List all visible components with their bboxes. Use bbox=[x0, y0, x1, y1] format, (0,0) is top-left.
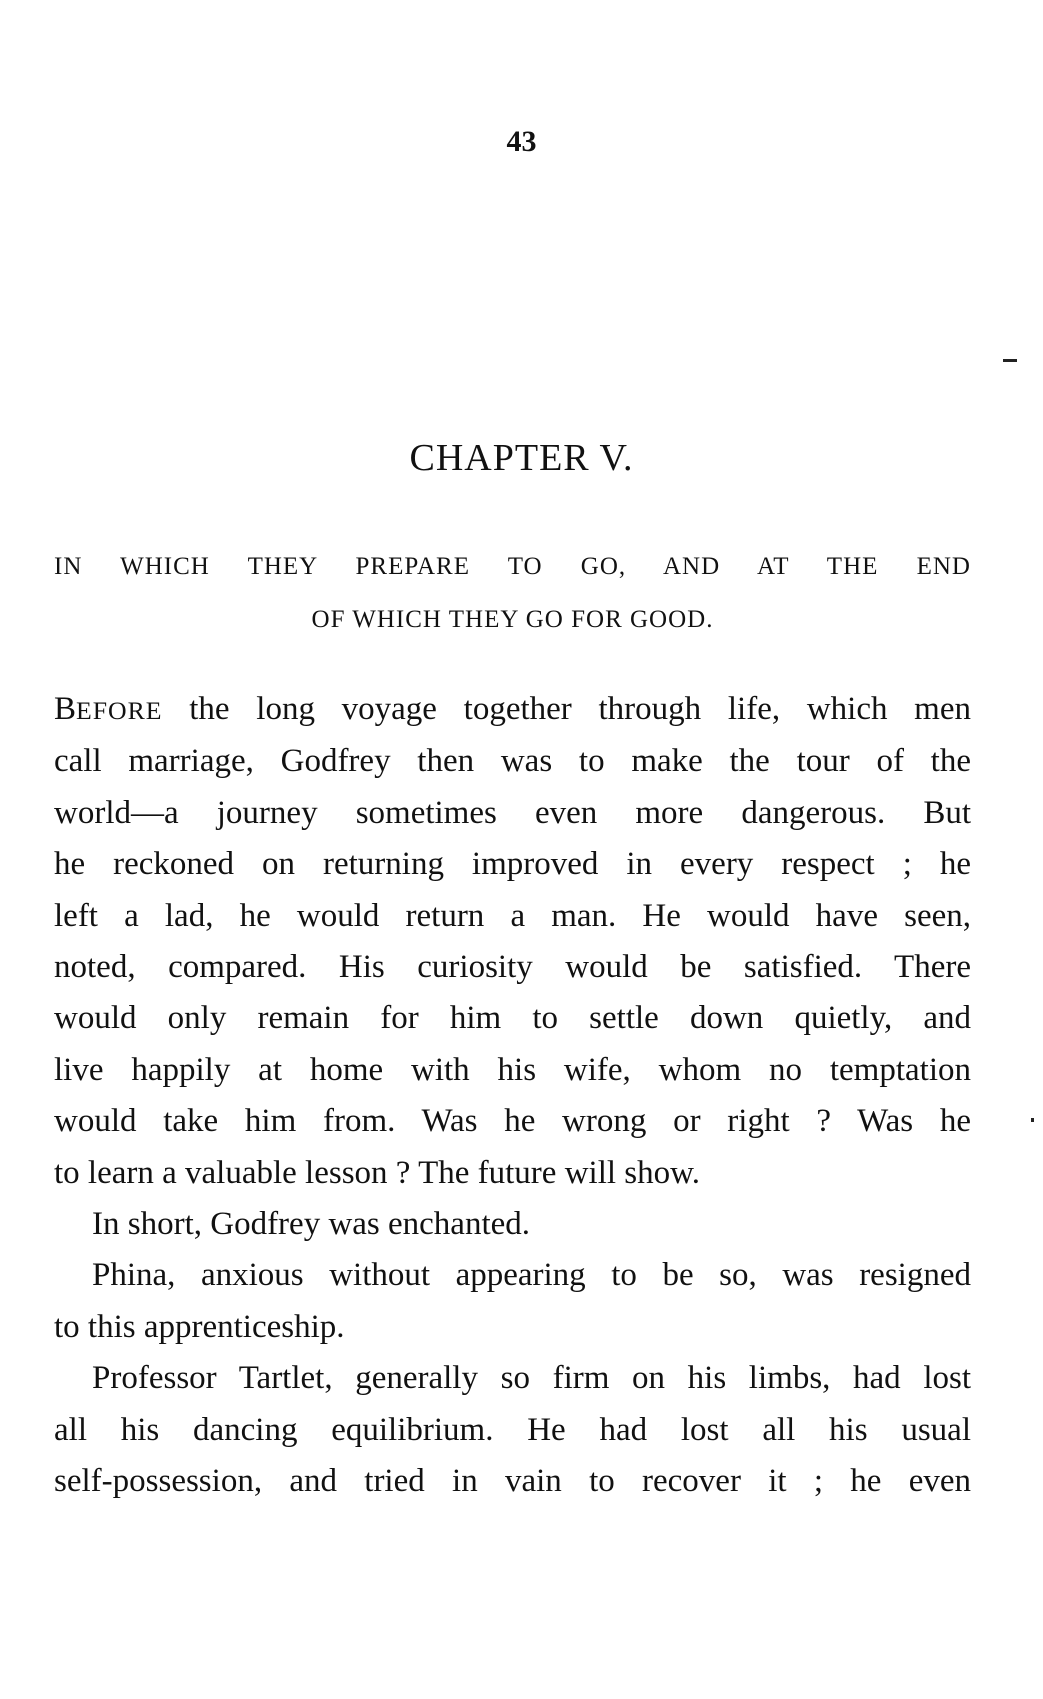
text-line: self-possession, and tried in vain to recover it ; he even bbox=[54, 1463, 971, 1500]
text-line: Phina, anxious without appearing to be so, was resigned bbox=[92, 1257, 971, 1294]
text-line: would take him from. Was he wrong or right ? Was he bbox=[54, 1103, 971, 1140]
text-line: live happily at home with his wife, whom no temptation bbox=[54, 1051, 971, 1088]
chapter-subtitle-line-2: OF WHICH THEY GO FOR GOOD. bbox=[311, 606, 714, 633]
text-line: to this apprenticeship. bbox=[54, 1308, 345, 1345]
margin-mark bbox=[1003, 359, 1017, 362]
text-line: left a lad, he would return a man. He would have seen, bbox=[54, 897, 971, 934]
text-line: In short, Godfrey was enchanted. bbox=[92, 1206, 531, 1243]
body-text bbox=[54, 684, 971, 1508]
text-line: would only remain for him to settle down quietly, and bbox=[54, 1000, 971, 1037]
text-line: Professor Tartlet, generally so firm on his limbs, had lost bbox=[92, 1360, 971, 1397]
margin-mark bbox=[1031, 1118, 1034, 1122]
chapter-subtitle-line-1: IN WHICH THEY PREPARE TO GO, AND AT THE END bbox=[54, 553, 971, 580]
chapter-title: CHAPTER V. bbox=[409, 437, 634, 479]
page-number: 43 bbox=[506, 125, 537, 158]
text-line: BEFORE the long voyage together through life, which men bbox=[54, 691, 971, 727]
text-line: he reckoned on returning improved in every respect ; he bbox=[54, 846, 971, 883]
text-line: to learn a valuable lesson ? The future will show. bbox=[54, 1154, 701, 1191]
text-line: all his dancing equilibrium. He had lost all his usual bbox=[54, 1411, 971, 1448]
text-line: call marriage, Godfrey then was to make the tour of the bbox=[54, 743, 971, 780]
text-line: noted, compared. His curiosity would be satisfied. There bbox=[54, 949, 971, 986]
text-line: world—a journey sometimes even more dangerous. But bbox=[54, 794, 971, 831]
